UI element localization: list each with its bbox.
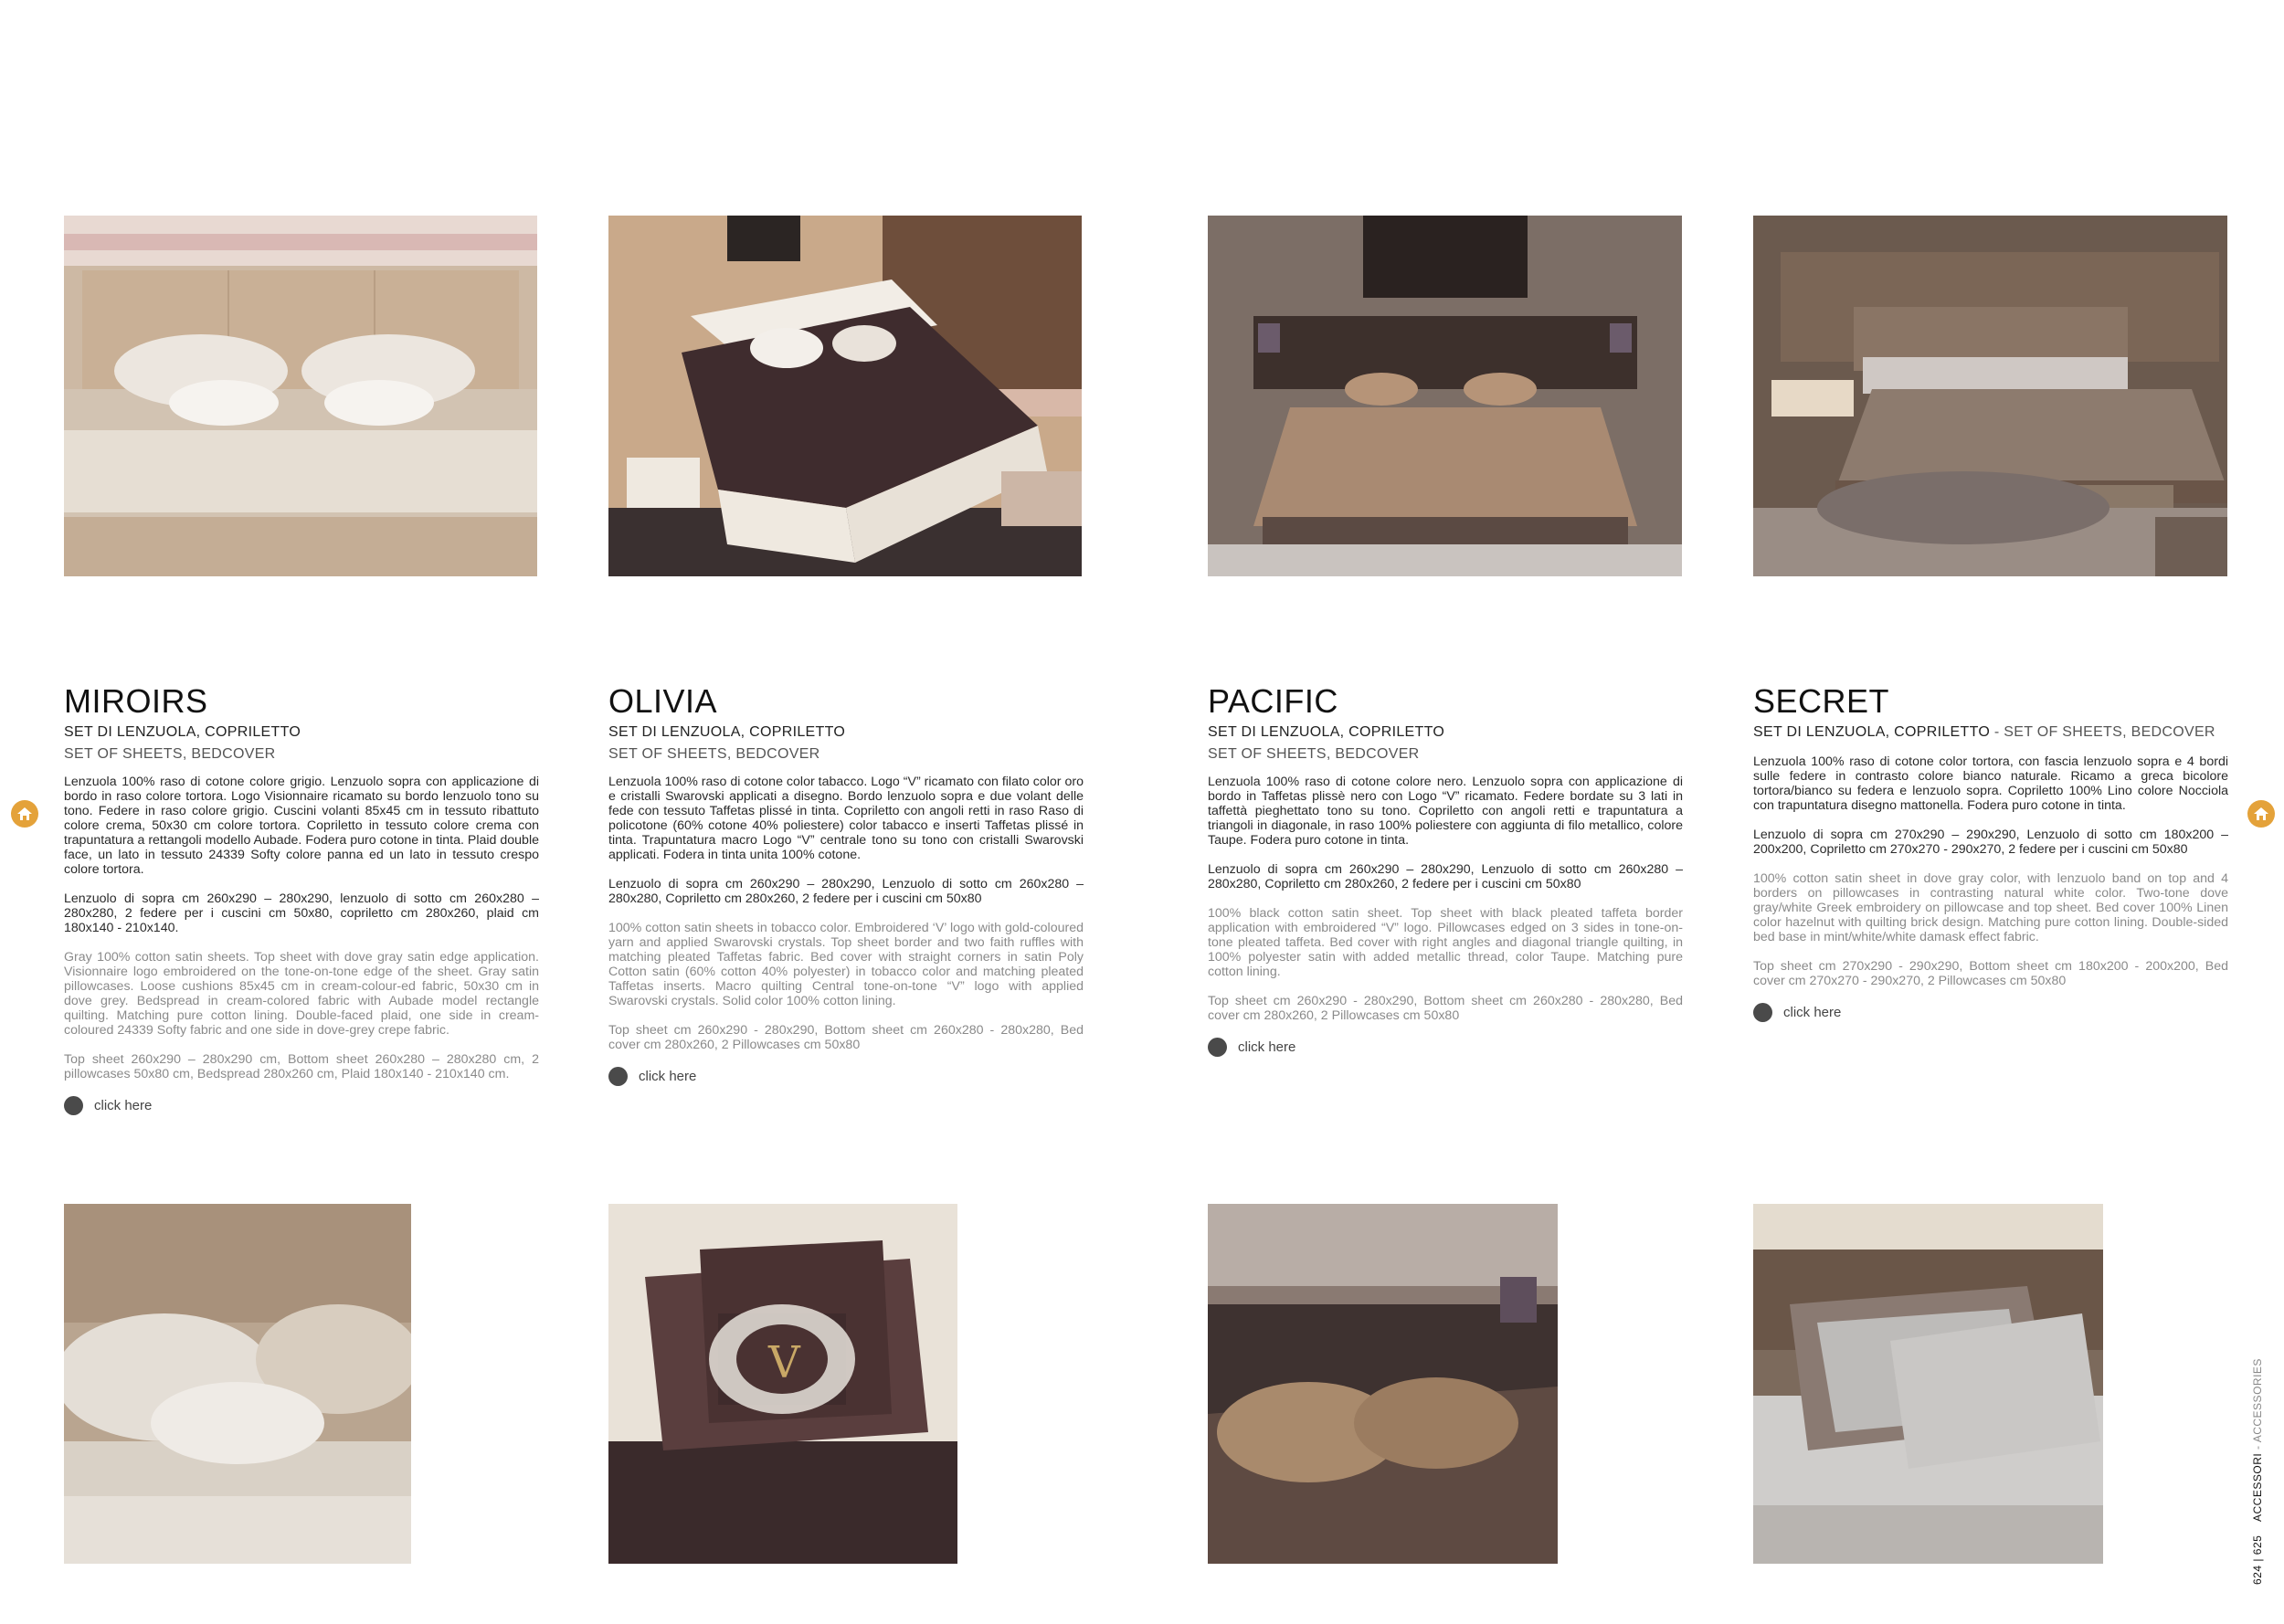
secret-bedroom-photo xyxy=(1753,216,2227,576)
pacific-bedroom-photo xyxy=(1208,216,1682,576)
home-icon xyxy=(2253,806,2269,822)
label-separator: - xyxy=(2251,1442,2264,1453)
click-here-link[interactable] xyxy=(1753,1003,2228,1022)
bullet-icon xyxy=(64,1096,83,1115)
product-subtitle-en: SET OF SHEETS, BEDCOVER xyxy=(1208,746,1420,762)
product-subtitle-en: SET OF SHEETS, BEDCOVER xyxy=(608,746,820,762)
product-title: SECRET xyxy=(1753,682,1890,720)
description-en: 100% cotton satin sheets in tobacco color. Embroidered ‘V’ logo with gold-coloured yarn and applied Swarovski crystals. Top sheet border and two faith ruffles with matching pleated Taffetas fabric. Bed cover with straight corners in satin Poly Cotton satin (60% cotton 40% polyester) in tobacco color and matching pleated Taffetas inserts. Macro quilting Central tone-on-tone “V” logo with applied Swarovski crystals. Solid color 100% cotton lining. xyxy=(608,921,1084,1008)
click-here-link[interactable] xyxy=(608,1067,1084,1086)
product-subtitle-it: SET DI LENZUOLA, COPRILETTO xyxy=(608,724,846,740)
description-it: Lenzuola 100% raso di cotone color tortora, con fascia lenzuolo sopra e 4 bordi sulle federe in contrasto colore bianco naturale. Ricamo a greca bicolore tortora/bianco su federa e lenzuolo sopra. Copriletto 100% Lino colore Nocciola con trapuntatura disegno mattonella. Fodera puro cotone in tinta. xyxy=(1753,754,2228,813)
description-it: Lenzuola 100% raso di cotone colore nero. Lenzuolo sopra con applicazione di bordo in Taffetas plissè nero con Logo “V” ricamato. Federe bordate su 3 lati in taffettà pieghettato tono su tono. Copriletto con angoli retti e trapuntatura a triangoli in diagonale, in raso 100% poliestere con aggiunta di filo metallico, colore Taupe. Fodera puro cotone in tinta. xyxy=(1208,775,1683,848)
click-here-label: click here xyxy=(1783,1005,1842,1020)
page-numbers: 624 | 625 xyxy=(2251,1534,2264,1585)
product-title: OLIVIA xyxy=(608,682,718,720)
home-button-right[interactable] xyxy=(2247,800,2275,828)
sizes-it: Lenzuolo di sopra cm 270x290 – 290x290, Lenzuolo di sotto cm 180x200 – 200x200, Copriletto cm 270x270 - 290x270, 2 federe per i cuscini cm 50x80 xyxy=(1753,828,2228,857)
product-secret xyxy=(1753,683,2228,1022)
miroirs-detail-photo xyxy=(64,1204,411,1564)
pacific-detail-photo xyxy=(1208,1204,1558,1564)
sizes-en: Top sheet cm 260x290 - 280x290, Bottom sheet cm 260x280 - 280x280, Bed cover cm 280x260, 2 Pillowcases cm 50x80 xyxy=(1208,994,1683,1023)
click-here-label: click here xyxy=(639,1069,697,1084)
subtitle-separator: - xyxy=(1990,724,2004,740)
page-footer-label xyxy=(2251,1358,2264,1585)
description-en: 100% black cotton satin sheet. Top sheet with black pleated taffeta border application with embroidered “V” logo. Pillowcases edged on 3 sides in tone-on-tone pleated taffeta. Bed cover with right angles and diagonal triangle quilting, in 100% polyester satin with added metallic thread, color Taupe. Matching pure cotton lining. xyxy=(1208,906,1683,979)
product-subtitle-it: SET DI LENZUOLA, COPRILETTO xyxy=(1208,724,1445,740)
product-miroirs xyxy=(64,683,539,1115)
section-label: ACCESSORI xyxy=(2251,1452,2264,1522)
product-olivia xyxy=(608,683,1084,1086)
sizes-en: Top sheet cm 260x290 - 280x290, Bottom sheet cm 260x280 - 280x280, Bed cover cm 280x260, 2 Pillowcases cm 50x80 xyxy=(608,1023,1084,1052)
click-here-label: click here xyxy=(94,1098,153,1113)
bullet-icon xyxy=(608,1067,628,1086)
click-here-link[interactable] xyxy=(1208,1038,1683,1057)
description-it: Lenzuola 100% raso di cotone colore grigio. Lenzuolo sopra con applicazione di bordo in raso colore tortora. Logo Visionnaire ricamato su bordo lenzuolo tono su tono. Federe in raso colore grigio. Cuscini volanti 85x45 cm in tessuto ribattuto colore crema, 50x30 cm colore tortora. Copriletto in tessuto colore crema con trapuntatura a rettangoli modello Aubade. Fodera puro cotone in tinta. Plaid double face, un lato in tessuto 24339 Softy colore panna ed un lato in tessuto crespo colore tortora. xyxy=(64,775,539,877)
product-title: MIROIRS xyxy=(64,682,208,720)
home-button-left[interactable] xyxy=(11,800,38,828)
sizes-it: Lenzuolo di sopra cm 260x290 – 280x290, lenzuolo di sotto cm 260x280 – 280x280, 2 federe per i cuscini cm 50x80, copriletto cm 280x260, plaid cm 180x140 - 210x140. xyxy=(64,891,539,935)
product-subtitle xyxy=(1753,723,2228,742)
miroirs-bedroom-photo xyxy=(64,216,537,576)
description-it: Lenzuola 100% raso di cotone color tabacco. Logo “V” ricamato con filato color oro e cristalli Swarovski applicati a disegno. Bordo lenzuolo sopra e due volant delle fede con tessuto Taffetas plissé in tinta. Copriletto con angoli retti in raso Raso di policotone (60% cotone 40% poliestere) color tabacco e inserti Taffetas plissé in tinta. Trapuntatura macro Logo “V” centrale tono su tono con cristalli Swarovski applicati. Fodera in tinta unita 100% cotone. xyxy=(608,775,1084,862)
secret-detail-photo xyxy=(1753,1204,2103,1564)
sizes-en: Top sheet cm 270x290 - 290x290, Bottom sheet cm 180x200 - 200x200, Bed cover cm 270x270 - 290x270, 2 Pillowcases cm 50x80 xyxy=(1753,959,2228,988)
sizes-it: Lenzuolo di sopra cm 260x290 – 280x290, Lenzuolo di sotto cm 260x280 – 280x280, Copriletto cm 280x260, 2 federe per i cuscini cm 50x80 xyxy=(608,877,1084,906)
olivia-detail-photo xyxy=(608,1204,957,1564)
product-subtitle-it: SET DI LENZUOLA, COPRILETTO xyxy=(64,724,301,740)
olivia-bedroom-photo xyxy=(608,216,1082,576)
product-pacific xyxy=(1208,683,1683,1057)
home-icon xyxy=(16,806,33,822)
product-subtitle-en: SET OF SHEETS, BEDCOVER xyxy=(2004,724,2215,740)
description-en: 100% cotton satin sheet in dove gray color, with lenzuolo band on top and 4 borders on pillowcases in contrasting natural white color. Two-tone dove gray/white Greek embroidery on pillowcase and top sheet. Bed cover 100% Linen color hazelnut with quilting brick design. Matching pure cotton lining. Double-sided bed base in mint/white/white damask effect fabric. xyxy=(1753,871,2228,944)
click-here-link[interactable] xyxy=(64,1096,539,1115)
product-subtitle-en: SET OF SHEETS, BEDCOVER xyxy=(64,746,276,762)
product-title: PACIFIC xyxy=(1208,682,1338,720)
svg-text:V: V xyxy=(768,1337,800,1388)
description-en: Gray 100% cotton satin sheets. Top sheet with dove gray satin edge application. Visionnaire logo embroidered on the tone-on-tone edge of the sheet. Gray satin pillowcases. Loose cushions 85x45 cm in cream-colour-ed fabric, 50x30 cm in dove grey. Bedspread in cream-colored fabric with Aubade model rectangle quilting. Matching pure cotton lining. Double-faced plaid, one side in cream-coloured 24339 Softy fabric and one side in dove-grey crepe fabric. xyxy=(64,950,539,1038)
sizes-en: Top sheet 260x290 – 280x290 cm, Bottom sheet 260x280 – 280x280 cm, 2 pillowcases 50x80 cm, Bedspread 280x260 cm, Plaid 180x140 - 210x140 cm. xyxy=(64,1052,539,1081)
bullet-icon xyxy=(1208,1038,1227,1057)
bullet-icon xyxy=(1753,1003,1772,1022)
click-here-label: click here xyxy=(1238,1039,1296,1055)
section-sublabel: ACCESSORIES xyxy=(2251,1358,2264,1443)
product-subtitle-it: SET DI LENZUOLA, COPRILETTO xyxy=(1753,724,1991,740)
sizes-it: Lenzuolo di sopra cm 260x290 – 280x290, Lenzuolo di sotto cm 260x280 – 280x280, Copriletto cm 280x260, 2 federe per i cuscini cm 50x80 xyxy=(1208,862,1683,891)
